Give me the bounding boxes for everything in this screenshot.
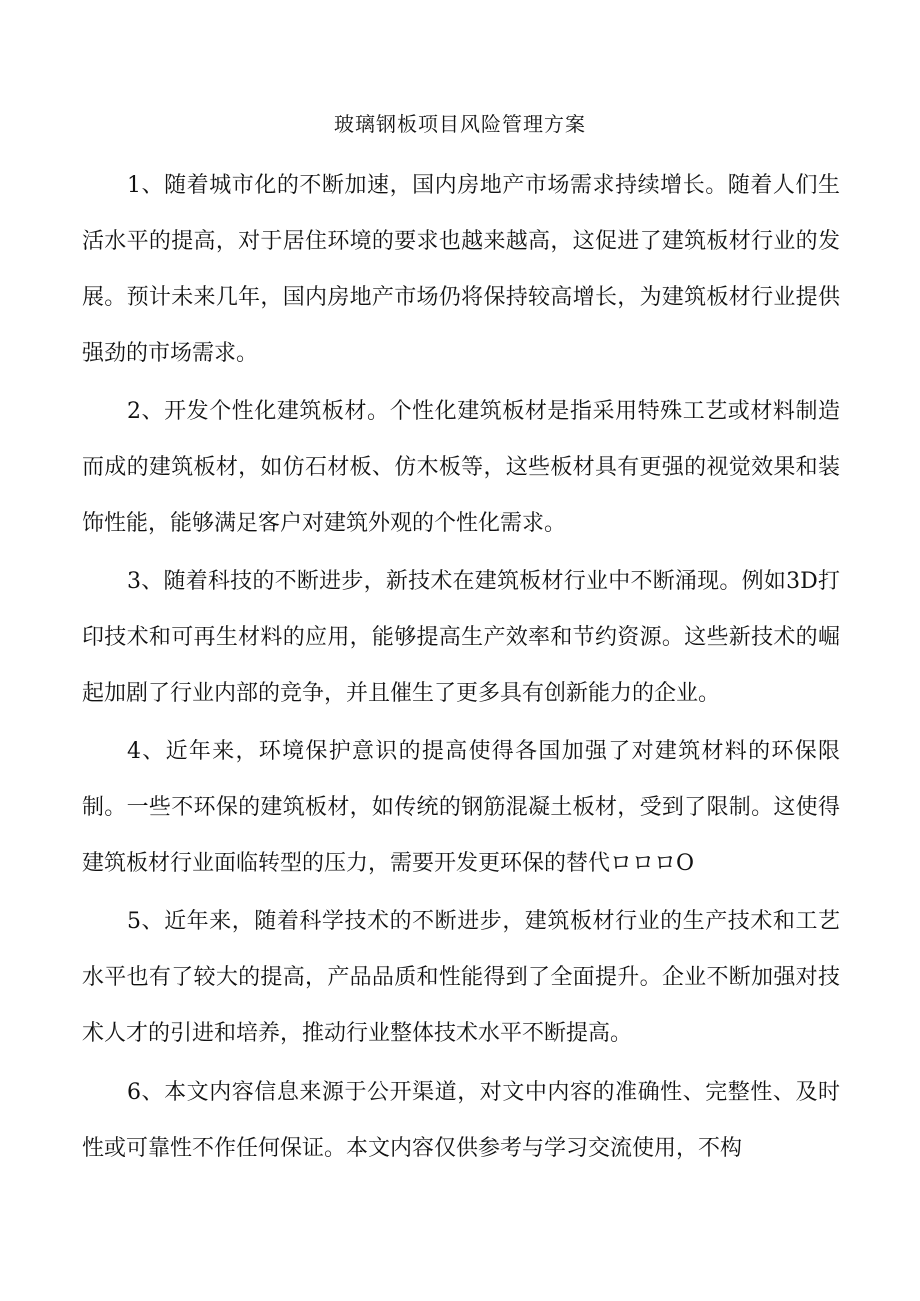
paragraph-5: 5、近年来，随着科学技术的不断进步，建筑板材行业的生产技术和工艺水平也有了较大的提高，产品品质和性能得到了全面提升。企业不断加强对技术人才的引进和培养，推动行业整体技术水平不断提高。 — [82, 909, 840, 1046]
paragraph-4: 4、近年来，环境保护意识的提高使得各国加强了对建筑材料的环保限制。一些不环保的建筑板材，如传统的钢筋混凝土板材，受到了限制。这使得建筑板材行业面临转型的压力，需要开发更环保的替代ロロロO — [82, 739, 840, 876]
paragraph-3: 3、随着科技的不断进步，新技术在建筑板材行业中不断涌现。例如3D打印技术和可再生材料的应用，能够提高生产效率和节约资源。这些新技术的崛起加剧了行业内部的竞争，并且催生了更多具有创新能力的企业。 — [82, 569, 840, 706]
paragraph-6: 6、本文内容信息来源于公开渠道，对文中内容的准确性、完整性、及时性或可靠性不作任何保证。本文内容仅供参考与学习交流使用，不构 — [82, 1080, 840, 1161]
paragraph-2: 2、开发个性化建筑板材。个性化建筑板材是指采用特殊工艺或材料制造而成的建筑板材，如仿石材板、仿木板等，这些板材具有更强的视觉效果和装饰性能，能够满足客户对建筑外观的个性化需求。 — [82, 399, 840, 536]
paragraph-1: 1、随着城市化的不断加速，国内房地产市场需求持续增长。随着人们生活水平的提高，对于居住环境的要求也越来越高，这促进了建筑板材行业的发展。预计未来几年，国内房地产市场仍将保持较高增长，为建筑板材行业提供强劲的市场需求。 — [82, 173, 840, 366]
document-title: 玻璃钢板项目风险管理方案 — [334, 112, 586, 136]
